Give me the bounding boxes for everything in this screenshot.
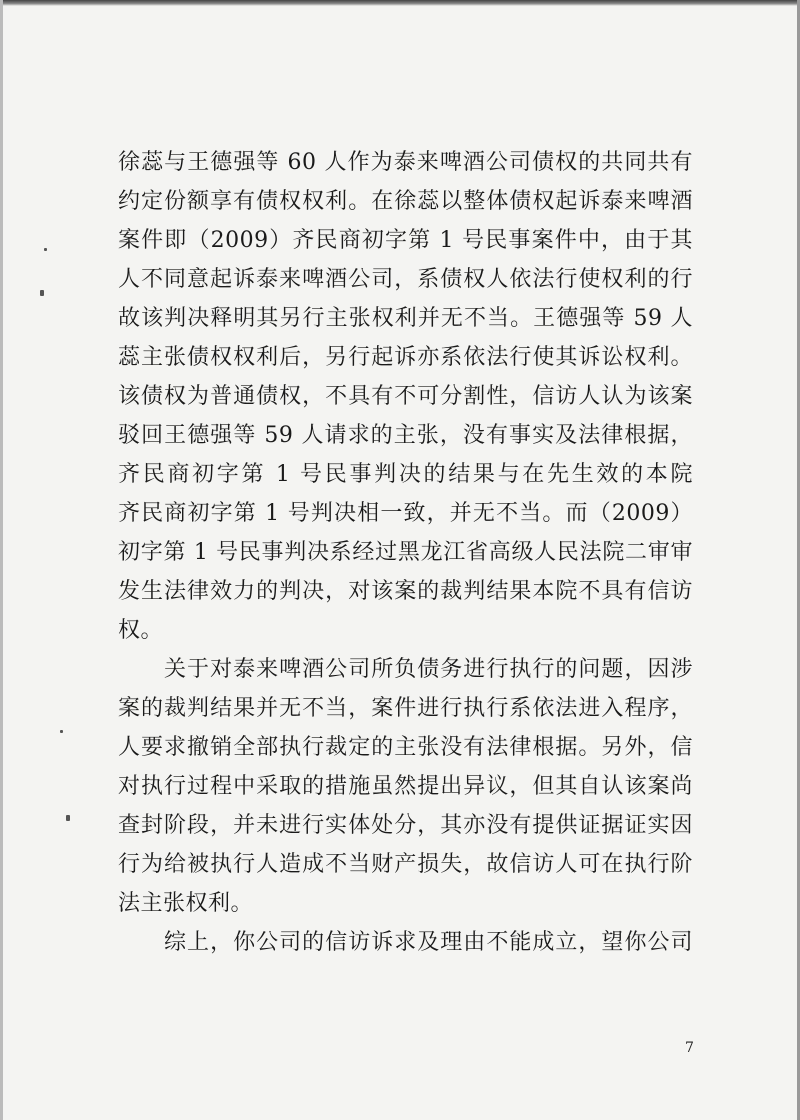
- scan-left-edge: [0, 0, 3, 1120]
- text-line: 法主张权利。: [118, 891, 254, 916]
- text-line: 查封阶段，并未进行实体处分，其亦没有提供证据证实因: [118, 813, 693, 838]
- text-line: 故该判决释明其另行主张权利并无不当。王德强等 59 人: [118, 306, 693, 331]
- text-line: 徐蕊与王德强等 60 人作为泰来啤酒公司债权的共同共有: [118, 150, 693, 175]
- text-line: 行为给被执行人造成不当财产损失，故信访人可在执行阶: [118, 852, 693, 877]
- text-line: 关于对泰来啤酒公司所负债务进行执行的问题，因涉: [164, 657, 693, 682]
- text-line: 蕊主张债权权利后，另行起诉亦系依法行使其诉讼权利。: [118, 345, 693, 370]
- text-line: 综上，你公司的信访诉求及理由不能成立，望你公司: [164, 930, 693, 955]
- text-line: 齐民商初字第 1 号判决相一致，并无不当。而（2009）: [118, 501, 693, 526]
- page-number: 7: [685, 1040, 694, 1056]
- text-line: 人要求撤销全部执行裁定的主张没有法律根据。另外，信: [118, 735, 693, 760]
- scan-speck: [44, 248, 47, 251]
- text-line: 案的裁判结果并无不当，案件进行执行系依法进入程序，: [118, 696, 693, 721]
- scan-top-edge: [0, 0, 800, 6]
- text-line: 该债权为普通债权，不具有不可分割性，信访人认为该案: [118, 384, 693, 409]
- scan-speck: [66, 815, 70, 821]
- text-line: 案件即（2009）齐民商初字第 1 号民事案件中，由于其: [118, 228, 693, 253]
- document-body: [118, 143, 693, 962]
- text-line: 权。: [118, 618, 164, 643]
- text-line: 齐民商初字第 1 号民事判决的结果与在先生效的本院: [118, 462, 693, 487]
- scan-speck: [40, 290, 44, 296]
- text-line: 初字第 1 号民事判决系经过黑龙江省高级人民法院二审审: [118, 540, 693, 565]
- text-line: 人不同意起诉泰来啤酒公司，系债权人依法行使权利的行: [118, 267, 693, 292]
- text-line: 驳回王德强等 59 人请求的主张，没有事实及法律根据，: [118, 423, 693, 448]
- text-line: 对执行过程中采取的措施虽然提出异议，但其自认该案尚: [118, 774, 693, 799]
- scan-speck: [60, 730, 63, 733]
- text-line: 发生法律效力的判决，对该案的裁判结果本院不具有信访: [118, 579, 693, 604]
- text-line: 约定份额享有债权权利。在徐蕊以整体债权起诉泰来啤酒: [118, 189, 693, 214]
